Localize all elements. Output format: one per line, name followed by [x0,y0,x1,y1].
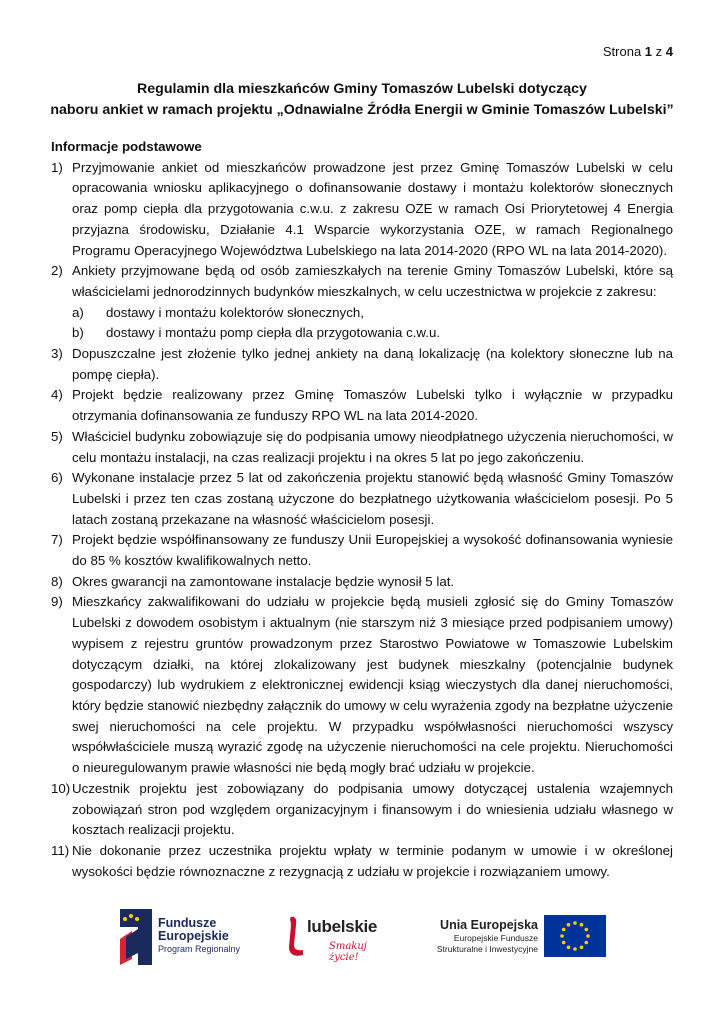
rule-item-11 [51,841,673,882]
fundusze-europejskie-logo [118,909,258,967]
unia-europejska-logo [418,915,608,971]
rules-list [51,158,673,883]
document-body [51,137,673,882]
rule-text: Mieszkańcy zakwalifikowani do udziału w projekcie będą musieli zgłosić się do Gminy Tomaszów Lubelski z dowodem osobistym i aktualnym (nie starszym niż 3 miesiące przed podpisaniem umowy) wypisem z rejestru gruntów prowadzonym przez Starostwo Powiatowe w Tomaszowie Lubelskim dotyczącym działki, na której zlokalizowany jest budynek mieszkalny (potencjalnie budynek gospodarczy) lub wydrukiem z elektronicznej ewidencji ksiąg wieczystych dla danej nieruchomości, który będzie stanowić niezbędny załącznik do umowy w celu wyrażenia zgody na bezpłatne użyczenie swej nieruchomości na cele projektu. W przypadku współwłasności nieruchomości wszyscy współwłaściciele muszą wyrazić zgodę na użyczenie nieruchomości na cele projektu. Nieruchomości o nieuregulowanym prawie własności nie będą mogły brać udziału w projekcie. [72,594,673,776]
rule-number: 9) [51,594,63,610]
ue-line-3: Strukturalne i Inwestycyjne [436,944,538,954]
rule-text: Okres gwarancji na zamontowane instalacje będzie wynosił 5 lat. [72,573,455,589]
section-heading: Informacje podstawowe [51,139,202,154]
ue-text [418,917,538,955]
title-line-1: Regulamin dla mieszkańców Gminy Tomaszów Lubelski dotyczący [137,81,587,97]
rule-number: 5) [51,428,63,444]
fundusze-line-2: Europejskie [158,929,229,943]
page-total: 4 [665,44,673,59]
rule-text: Przyjmowanie ankiet od mieszkańców prowadzone jest przez Gminę Tomaszów Lubelski w celu opracowania wniosku aplikacyjnego o dofinansowanie dostawy i montażu kolektorów słonecznych oraz pomp ciepła dla przygotowania c.w.u. z zakresu OZE w ramach Osi Priorytetowej 4 Energia przyjazna środowisku, Działanie 4.1 Wsparcie wykorzystania OZE, w ramach Regionalnego Programu Operacyjnego Województwa Lubelskiego na lata 2014-2020 (RPO WL na lata 2014-2020). [72,159,673,258]
page-current: 1 [644,44,653,59]
rule-item-9 [51,592,673,778]
rule-item-8 [51,572,673,593]
rule-number: 11) [51,842,70,858]
ue-line-1: Unia Europejska [440,918,538,932]
rule-text: Projekt będzie realizowany przez Gminę Tomaszów Lubelski tylko i wyłącznie w przypadku otrzymania dofinansowania ze funduszy RPO WL na lata 2014-2020. [72,387,673,424]
rule-item-5 [51,427,673,468]
page-separator: z [652,44,666,59]
title-line-2: naboru ankiet w ramach projektu „Odnawialne Źródła Energii w Gminie Tomaszów Lubelski” [50,102,674,118]
document-title [40,79,684,121]
rule-number: 4) [51,387,63,403]
rule-number: 6) [51,470,63,486]
rule-sublist [72,303,673,344]
eu-flag-icon [544,915,606,957]
rule-number: 7) [51,532,63,548]
page-prefix: Strona [602,44,645,59]
rule-item-2 [51,261,673,344]
sub-text: dostawy i montażu kolektorów słonecznych, [106,304,364,320]
rule-number: 8) [51,573,63,589]
rule-text: Uczestnik projektu jest zobowiązany do podpisania umowy dotyczącej ustalenia wzajemnych zobowiązań stron pod względem organizacyjnym i finansowym i do wniesienia udziału własnego w kosztach realizacji projektu. [72,780,673,838]
sub-number: b) [72,325,84,341]
fundusze-europejskie-icon [118,909,152,965]
rule-number: 10) [51,780,71,796]
lubelskie-logo [287,913,397,969]
sub-item-a [72,303,673,324]
rule-text: Projekt będzie współfinansowany ze funduszy Unii Europejskiej a wysokość dofinansowania wyniesie do 85 % kosztów kwalifikowalnych netto. [72,532,673,569]
rule-text: Właściciel budynku zobowiązuje się do podpisania umowy nieodpłatnego użyczenia nieruchomości, w celu montażu instalacji, na czas realizacji projektu i na okres 5 lat po jego zakończeniu. [72,428,673,465]
fundusze-line-3: Program Regionalny [158,944,241,954]
footer-logos [0,905,724,975]
lubelskie-slogan: Smakuj życie! [329,941,367,963]
ue-line-2: Europejskie Fundusze [453,933,538,943]
page-number [603,44,673,60]
rule-text: Ankiety przyjmowane będą od osób zamieszkałych na terenie Gminy Tomaszów Lubelski, które są właścicielami jednorodzinnych budynków mieszkalnych, w celu uczestnictwa w projekcie z zakresu: [72,263,673,299]
lubelskie-name: lubelskie [307,917,378,936]
rule-item-3 [51,344,673,385]
rule-number: 1) [51,159,63,175]
lubelskie-l-icon [287,915,305,957]
sub-text: dostawy i montażu pomp ciepła dla przygotowania c.w.u. [106,325,441,341]
rule-item-10 [51,779,673,841]
rule-text: Nie dokonanie przez uczestnika projektu wpłaty w terminie podanym w umowie i w określonej wysokości będzie równoznaczne z rezygnacją z udziału w projekcie i rozwiązaniem umowy. [72,842,673,879]
fundusze-line-1: Fundusze [158,916,217,930]
rule-text: Dopuszczalne jest złożenie tylko jednej ankiety na daną lokalizację (na kolektory słoneczne lub na pompę ciepła). [72,346,673,382]
sub-item-b [72,323,673,344]
rule-number: 3) [51,346,63,362]
rule-item-6 [51,468,673,530]
fundusze-text [158,917,240,956]
rule-item-4 [51,385,673,426]
rule-text: Wykonane instalacje przez 5 lat od zakończenia projektu stanowić będą własność Gminy Tomaszów Lubelski i przez ten czas zostaną użyczone do bezpłatnego użytkowania właścicielom posesji. Po 5 latach zostaną przekazane na własność właścicielom posesji. [72,470,673,527]
rule-item-7 [51,530,673,571]
rule-item-1 [51,158,673,262]
sub-number: a) [72,304,84,320]
rule-number: 2) [51,263,63,279]
